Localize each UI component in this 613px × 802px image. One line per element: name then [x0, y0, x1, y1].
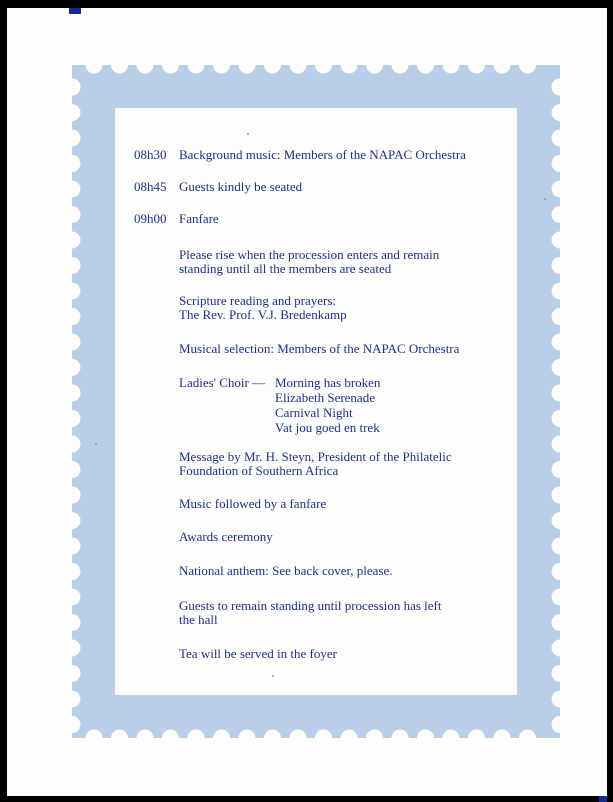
schedule-text: Musical selection: Members of the NAPAC Orchestra — [179, 341, 460, 356]
schedule-time: 08h45 — [134, 179, 167, 194]
schedule-time: 08h30 — [134, 147, 167, 162]
choir-song: Carnival Night — [275, 405, 353, 420]
schedule-text: Background music: Members of the NAPAC Orchestra — [179, 147, 466, 162]
schedule — [7, 8, 607, 796]
edge-mark — [599, 796, 607, 802]
choir-song: Vat jou goed en trek — [275, 420, 380, 435]
schedule-text: Guests kindly be seated — [179, 179, 303, 194]
schedule-text: Fanfare — [179, 211, 219, 226]
program-page — [7, 8, 607, 796]
choir-song: Morning has broken — [275, 375, 381, 390]
schedule-text: Foundation of Southern Africa — [179, 463, 339, 478]
schedule-text: National anthem: See back cover, please. — [179, 563, 393, 578]
schedule-text: Awards ceremony — [179, 529, 273, 544]
choir-song: Elizabeth Serenade — [275, 390, 375, 405]
schedule-text: the hall — [179, 612, 218, 627]
schedule-text: Please rise when the procession enters and remain — [179, 247, 440, 262]
schedule-text: standing until all the members are seated — [179, 261, 392, 276]
choir-label: Ladies' Choir — — [179, 375, 266, 390]
schedule-text: Message by Mr. H. Steyn, President of the Philatelic — [179, 449, 452, 464]
schedule-time: 09h00 — [134, 211, 167, 226]
schedule-text: Music followed by a fanfare — [179, 496, 327, 511]
schedule-text: Tea will be served in the foyer — [179, 646, 337, 661]
schedule-text: Scripture reading and prayers: — [179, 293, 337, 308]
schedule-text: Guests to remain standing until procession has left — [179, 598, 442, 613]
schedule-text: The Rev. Prof. V.J. Bredenkamp — [179, 307, 347, 322]
